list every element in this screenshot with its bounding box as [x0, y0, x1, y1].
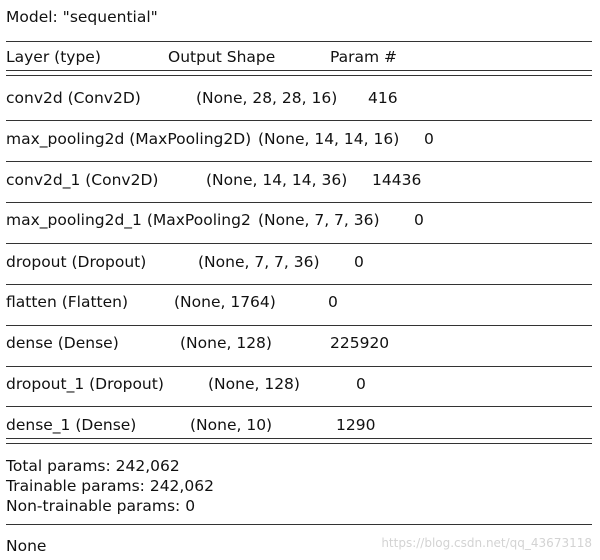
footer-double-rule [6, 438, 592, 444]
table-row [0, 88, 600, 110]
output-shape: (None, 10) [190, 416, 273, 434]
output-shape: (None, 7, 7, 36) [258, 211, 380, 229]
layer-name: dense_1 (Dense) [6, 416, 137, 434]
layer-name: conv2d (Conv2D) [6, 89, 141, 107]
row-separator [6, 325, 592, 326]
param-count: 0 [354, 253, 364, 271]
watermark-url: https://blog.csdn.net/qq_43673118 [381, 536, 592, 550]
output-shape: (None, 28, 28, 16) [196, 89, 338, 107]
output-shape: (None, 128) [208, 375, 300, 393]
layer-name: flatten (Flatten) [6, 293, 129, 311]
output-shape: (None, 1764) [174, 293, 276, 311]
param-count: 225920 [330, 334, 390, 352]
header-layer-type: Layer (type) [6, 48, 101, 66]
output-shape: (None, 14, 14, 36) [206, 171, 348, 189]
param-count: 416 [368, 89, 398, 107]
param-count: 1290 [336, 416, 376, 434]
param-count: 0 [356, 375, 366, 393]
table-row [0, 210, 600, 232]
trainable-params: Trainable params: 242,062 [6, 477, 214, 495]
param-count: 14436 [372, 171, 422, 189]
table-row [0, 415, 600, 437]
total-params: Total params: 242,062 [6, 457, 180, 475]
row-separator [6, 120, 592, 121]
row-separator [6, 202, 592, 203]
row-separator [6, 406, 592, 407]
layer-name: conv2d_1 (Conv2D) [6, 171, 159, 189]
header-param-count: Param # [330, 48, 398, 66]
layer-name: dropout (Dropout) [6, 253, 147, 271]
bottom-rule [6, 524, 592, 525]
row-separator [6, 366, 592, 367]
param-count: 0 [328, 293, 338, 311]
layer-name: dropout_1 (Dropout) [6, 375, 164, 393]
param-count: 0 [424, 130, 434, 148]
return-value: None [6, 537, 47, 555]
param-count: 0 [414, 211, 424, 229]
table-row [0, 374, 600, 396]
model-name-line: Model: "sequential" [6, 8, 158, 26]
output-shape: (None, 14, 14, 16) [258, 130, 400, 148]
top-rule [6, 41, 592, 42]
header-row [0, 47, 600, 69]
output-shape: (None, 7, 7, 36) [198, 253, 320, 271]
layer-name: dense (Dense) [6, 334, 119, 352]
table-row [0, 170, 600, 192]
table-row [0, 292, 600, 314]
non-trainable-params: Non-trainable params: 0 [6, 497, 196, 515]
table-row [0, 333, 600, 355]
layer-name: max_pooling2d (MaxPooling2D) [6, 130, 252, 148]
row-separator [6, 284, 592, 285]
header-double-rule [6, 70, 592, 76]
header-output-shape: Output Shape [168, 48, 276, 66]
layer-name: max_pooling2d_1 (MaxPooling2 [6, 211, 251, 229]
row-separator [6, 243, 592, 244]
table-row [0, 252, 600, 274]
table-row [0, 129, 600, 151]
output-shape: (None, 128) [180, 334, 272, 352]
row-separator [6, 161, 592, 162]
